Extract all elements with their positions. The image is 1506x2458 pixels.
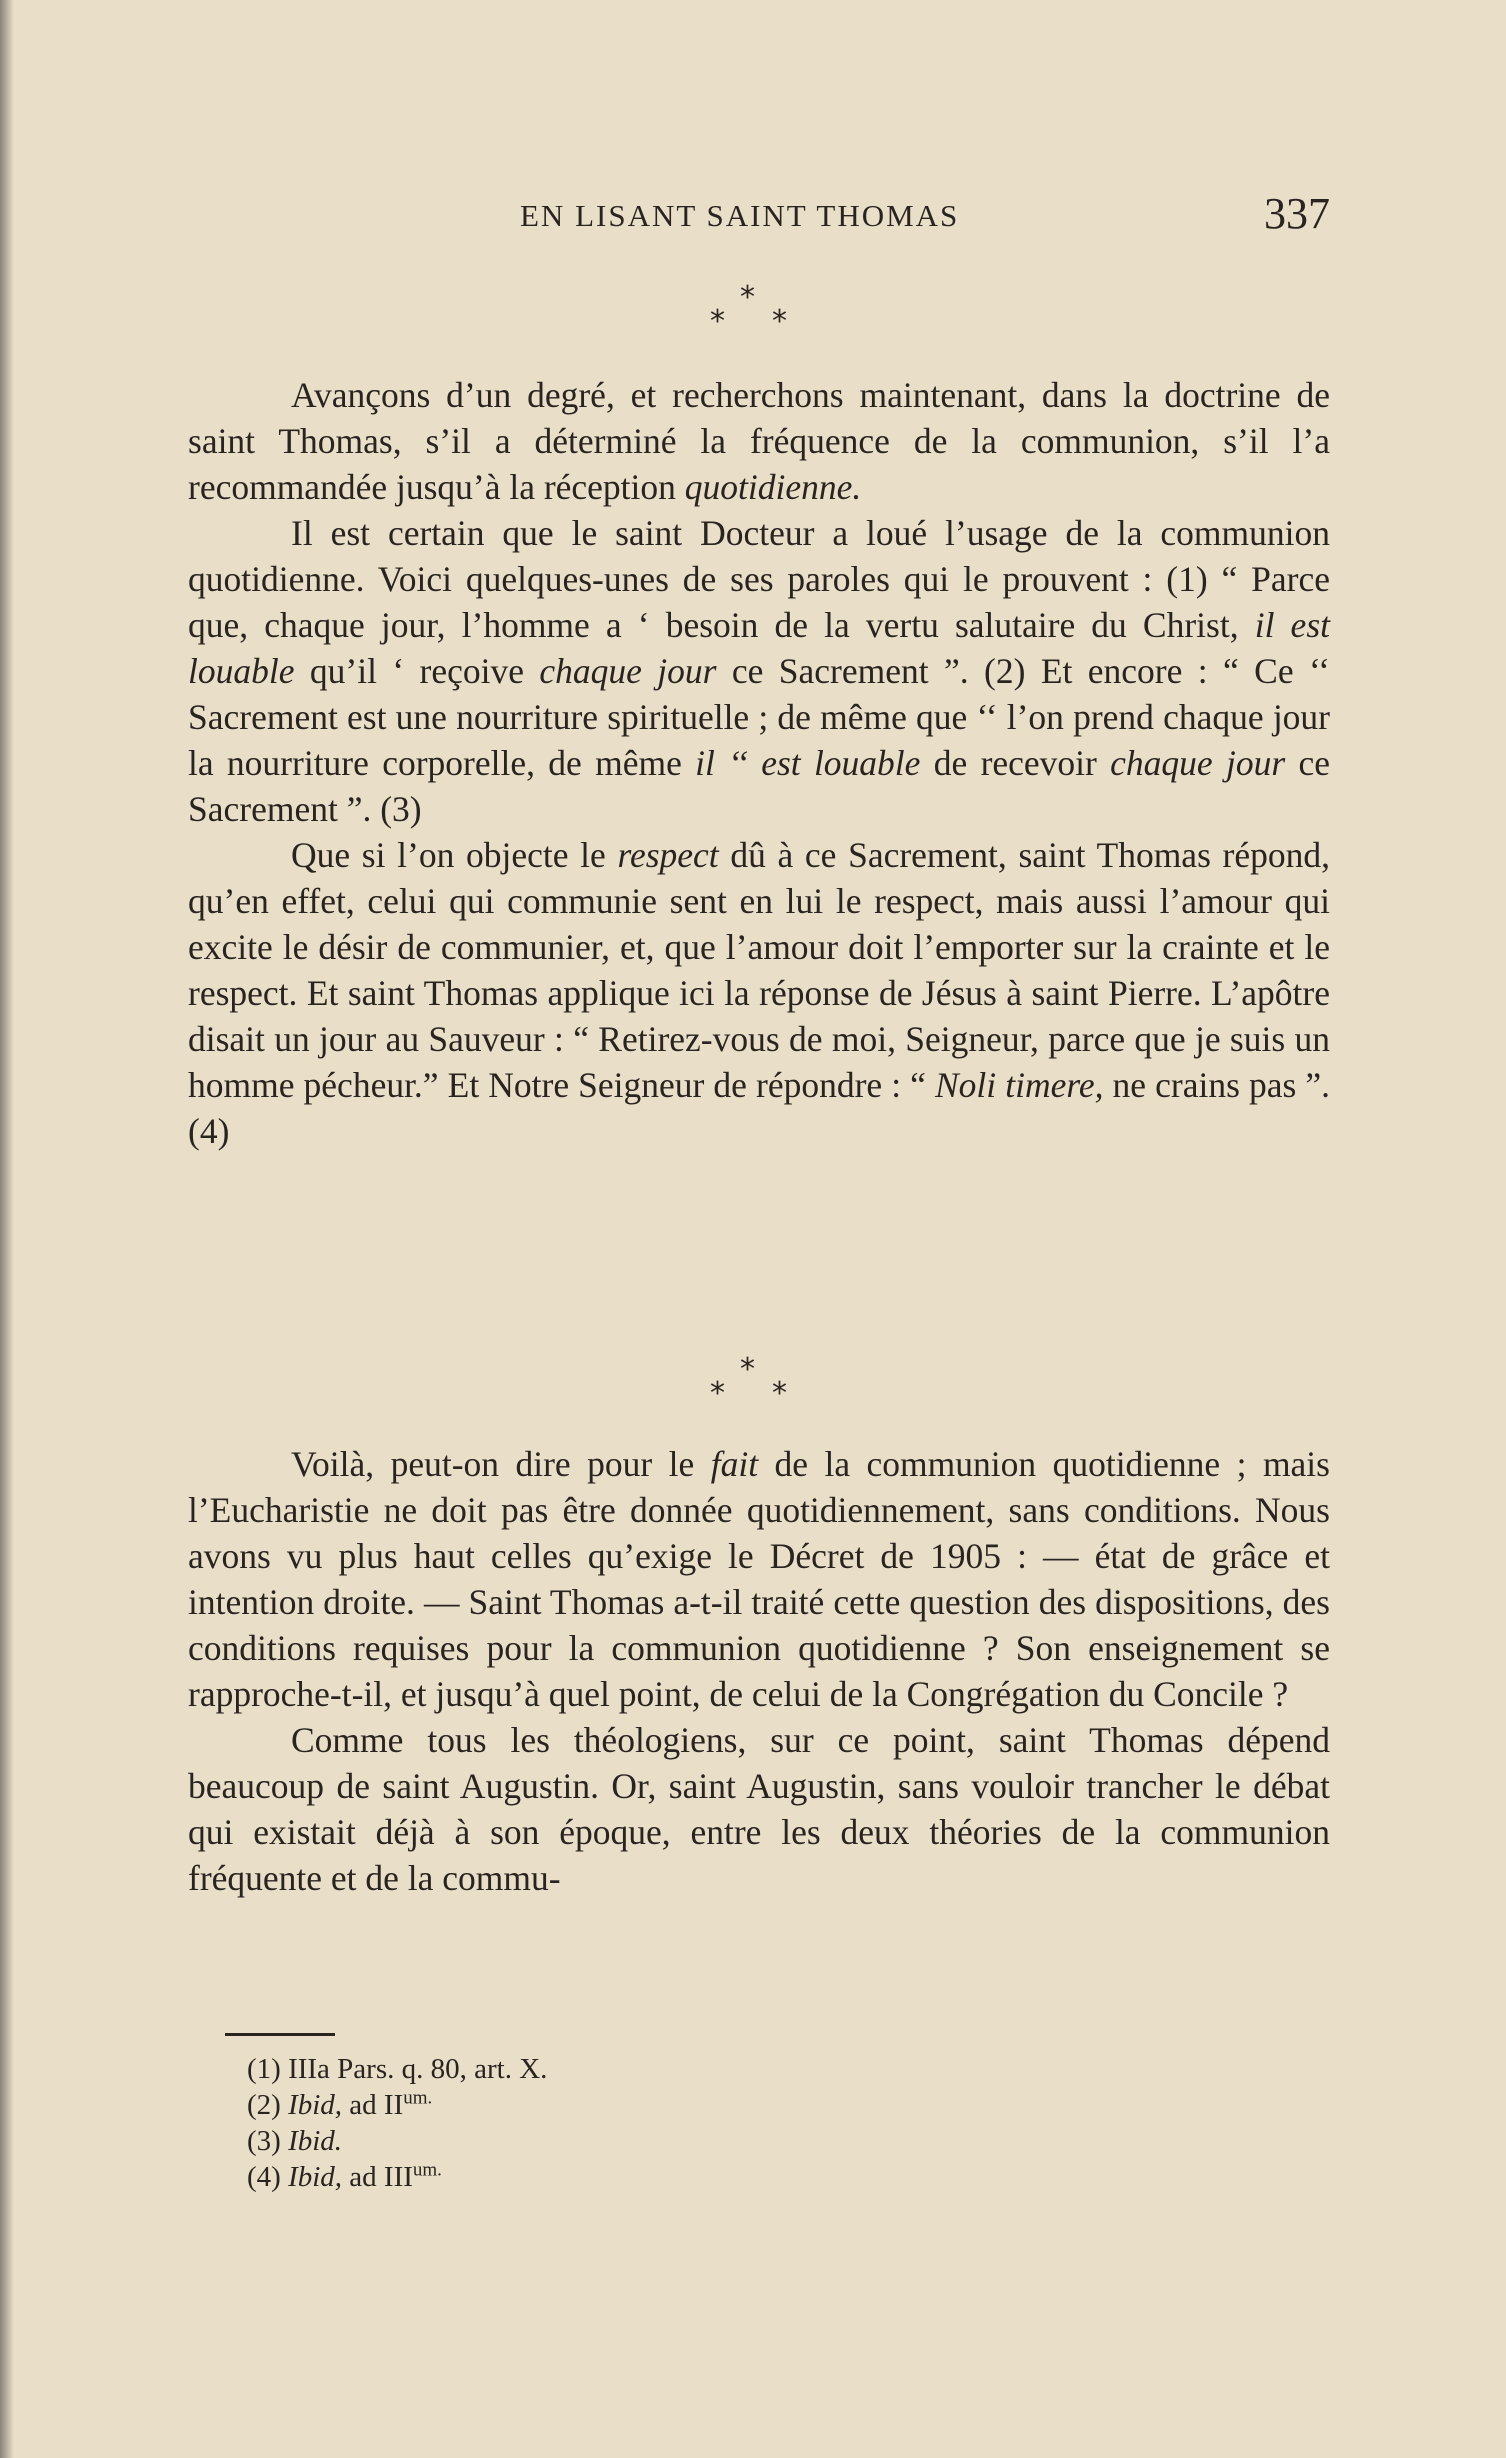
section-break-asterism (690, 280, 820, 353)
paragraph (188, 1717, 1330, 1901)
italic-run: Noli timere, (935, 1065, 1104, 1105)
footnote-number: (4) (247, 2161, 281, 2193)
asterisk-mark: * (740, 280, 755, 315)
footnote-text: Ibid, (288, 2161, 343, 2193)
italic-run: respect (617, 835, 719, 875)
asterisk-mark: * (740, 1352, 755, 1387)
paragraph (188, 510, 1330, 832)
text-run: Il est certain que le saint Docteur a loué l’usage de la communion quotidienne. Voici quelques-unes de ses paroles qui le prouvent : (1) “ Parce que, chaque jour, l’homme a ‘ besoin de la vertu salutaire du Christ, (188, 513, 1330, 645)
footnote-number: (2) (247, 2089, 281, 2121)
italic-run: fait (710, 1444, 759, 1484)
text-run: Comme tous les théologiens, sur ce point, saint Thomas dépend beaucoup de saint Augustin. Or, saint Augustin, sans vouloir trancher le débat qui existait déjà à son époque, entre les deux théories de la communion fréquente et de la commu- (188, 1720, 1330, 1898)
asterisk-mark: * (710, 304, 725, 339)
footnotes (247, 2051, 547, 2195)
text-run: ce Sacrement ”. (2) Et encore : “ Ce ‘‘ Sacrement est une nourriture spirituelle ; de même que ‘‘ l’on prend chaque jour la nourriture corporelle, de même (188, 651, 1330, 783)
text-block-upper (188, 372, 1330, 1154)
page-number: 337 (1264, 189, 1330, 238)
footnote-superscript: um. (403, 2087, 433, 2109)
asterisk-mark: * (772, 304, 787, 339)
footnote (247, 2087, 547, 2123)
footnote (247, 2123, 547, 2159)
footnote (247, 2051, 547, 2087)
footnote-text: IIIa Pars. q. 80, art. X. (288, 2053, 548, 2085)
italic-run: il est louable (188, 605, 1330, 691)
text-run: qu’il ‘ reçoive (294, 651, 540, 691)
footnote-rule (225, 2033, 335, 2036)
text-run: de la communion quotidienne ; mais l’Eucharistie ne doit pas être donnée quotidiennement, sans conditions. Nous avons vu plus haut celles qu’exige le Décret de 1905 : — état de grâce et intention droite. — Saint Thomas a-t-il traité cette question des dispositions, des conditions requises pour la communion quotidienne ? Son enseignement se rapproche-t-il, et jusqu’à quel point, de celui de la Congrégation du Concile ? (188, 1444, 1330, 1714)
text-run: de recevoir (920, 743, 1111, 783)
section-break-asterism (690, 1352, 820, 1425)
asterisk-mark: * (710, 1376, 725, 1411)
text-run: ne crains pas ”. (4) (188, 1065, 1330, 1151)
running-title: EN LISANT SAINT THOMAS (520, 198, 960, 233)
footnote (247, 2159, 547, 2195)
italic-run: chaque jour (539, 651, 717, 691)
italic-run: quotidienne. (684, 467, 862, 507)
paragraph (188, 372, 1330, 510)
asterisk-mark: * (772, 1376, 787, 1411)
text-run: Voilà, peut-on dire pour le (291, 1444, 711, 1484)
text-run: Que si l’on objecte le (291, 835, 618, 875)
footnote-text-rest: ad III (342, 2161, 413, 2193)
text-run: ce Sacrement ”. (3) (188, 743, 1330, 829)
italic-run: chaque jour (1110, 743, 1286, 783)
footnote-number: (3) (247, 2125, 281, 2157)
italic-run: il ‘‘ est louable (695, 743, 921, 783)
footnote-number: (1) (247, 2053, 281, 2085)
text-block-lower (188, 1441, 1330, 1901)
footnote-text: Ibid. (288, 2125, 343, 2157)
paragraph (188, 832, 1330, 1154)
text-run: Avançons d’un degré, et recherchons maintenant, dans la doctrine de saint Thomas, s’il a déterminé la fréquence de la communion, s’il l’a recommandée jusqu’à la réception (188, 375, 1330, 507)
footnote-text: Ibid, (288, 2089, 343, 2121)
footnote-text-rest: ad II (342, 2089, 404, 2121)
text-run: dû à ce Sacrement, saint Thomas répond, qu’en effet, celui qui communie sent en lui le respect, mais aussi l’amour qui excite le désir de communier, et, que l’amour doit l’emporter sur la crainte et le respect. Et saint Thomas applique ici la réponse de Jésus à saint Pierre. L’apôtre disait un jour au Sauveur : “ Retirez-vous de moi, Seigneur, parce que je suis un homme pécheur.” Et Notre Seigneur de répondre : “ (188, 835, 1330, 1105)
paragraph (188, 1441, 1330, 1717)
footnote-superscript: um. (412, 2159, 442, 2181)
page-header (190, 188, 1330, 248)
page-edge (0, 0, 14, 2458)
